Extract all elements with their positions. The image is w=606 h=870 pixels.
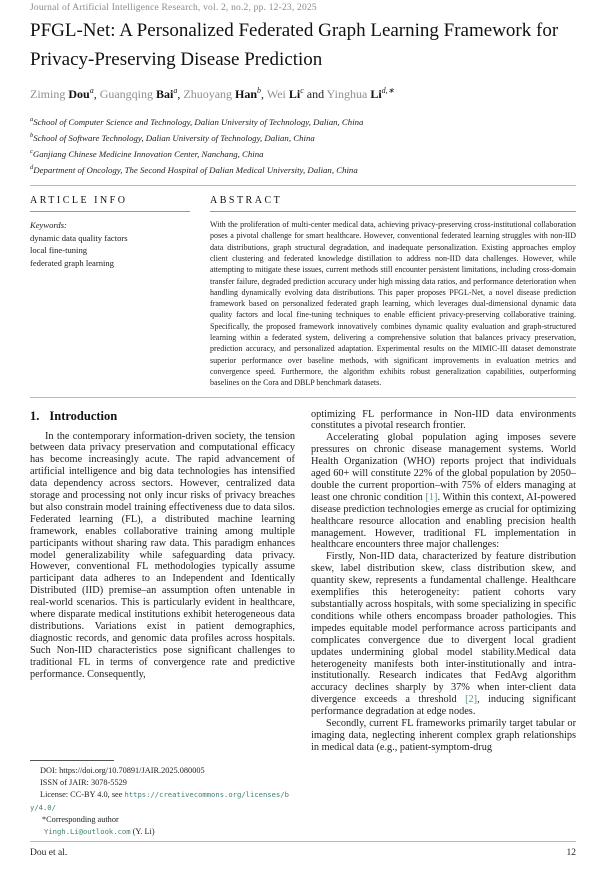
body-paragraph bbox=[311, 551, 576, 718]
author-separator: , bbox=[93, 86, 100, 101]
paper-title: PFGL-Net: A Personalized Federated Graph Learning Framework for Privacy-Preserving Disease Prediction bbox=[30, 20, 559, 71]
footer-authors: Dou et al. bbox=[30, 848, 68, 858]
affiliation-mark: a bbox=[30, 115, 34, 123]
article-info-column bbox=[30, 195, 190, 388]
author-first-name: Wei bbox=[266, 86, 289, 101]
affiliation-text: School of Computer Science and Technology, Dalian University of Technology, Dalian, China bbox=[33, 116, 364, 127]
affiliation-mark: d bbox=[30, 164, 34, 172]
license-link[interactable]: https://creativecommons.org/licenses/by/4.0/ bbox=[30, 790, 289, 812]
info-abstract-section bbox=[30, 195, 576, 388]
affiliation bbox=[30, 162, 576, 178]
author-separator: , bbox=[177, 86, 184, 101]
author bbox=[30, 87, 100, 101]
keyword-item: federated graph learning bbox=[30, 257, 114, 268]
footnote-divider bbox=[30, 760, 114, 761]
author-affiliation-mark: b bbox=[257, 85, 262, 95]
author-first-name: Ziming bbox=[30, 86, 69, 101]
author-last-name: Li bbox=[288, 86, 301, 101]
page-footer bbox=[30, 841, 576, 858]
footnote-license bbox=[30, 789, 295, 814]
author-separator: and bbox=[303, 86, 327, 101]
body-paragraph bbox=[311, 432, 576, 551]
affiliation-text: School of Software Technology, Dalian University of Technology, Dalian, China bbox=[33, 132, 315, 143]
keyword-item: dynamic data quality factors bbox=[30, 232, 128, 243]
article-info-heading: ARTICLE INFO bbox=[30, 195, 128, 207]
authors-line bbox=[30, 86, 576, 102]
keyword-item: local fine-tuning bbox=[30, 245, 88, 256]
author-first-name: Yinghua bbox=[326, 86, 371, 101]
affiliation-mark: b bbox=[30, 131, 34, 139]
email-owner: (Y. Li) bbox=[130, 827, 155, 837]
email-link[interactable]: Yingh.Li@outlook.com bbox=[44, 827, 131, 837]
citation-1[interactable]: [1] bbox=[425, 491, 438, 503]
author bbox=[183, 87, 266, 101]
paragraph-text: , inducing significant performance degradation at edge nodes. bbox=[311, 694, 576, 718]
author-last-name: Han bbox=[235, 86, 258, 101]
divider bbox=[30, 185, 576, 186]
affiliation-text: Ganjiang Chinese Medicine Innovation Center, Nanchang, China bbox=[32, 148, 264, 159]
body-columns bbox=[30, 409, 576, 841]
section-title: Introduction bbox=[49, 408, 118, 423]
paragraph-text: Firstly, Non-IID data, characterized by feature distribution skew, label distribution skew, class distribution skew, and quantity skew, represents a fundamental challenge. Healthcare exemplifies this heterogeneity: patient cohorts vary substantially across hospitals, with some specializing in specific conditions while others encompass broader pathologies. This impedes equitable model performance across participants and complicates convergence due to divergent local gradient updates undermining global model stability.Medical data heterogeneity manifests both inter-institutionally and intra-institutionally. Research indicates that FedAvg algorithm accuracy declines sharply by 37% when inter-client data divergence exceeds a threshold bbox=[311, 551, 576, 706]
author-affiliation-mark: c bbox=[300, 85, 304, 95]
abstract-heading: ABSTRACT bbox=[210, 195, 283, 207]
author-first-name: Zhuoyang bbox=[183, 86, 236, 101]
abstract-text: With the proliferation of multi-center medical data, achieving privacy-preserving cross-institutional collaboration poses a pivotal challenge for smart healthcare. However, conventional federated learning struggles with non-IID data distributions, graph structural degradation, and inadequate personalization. Existing approaches employ client clustering and federated knowledge distillation to address non-IID data challenges. However, while attempting to mitigate these issues, current methods still encounter persistent limitations, including cross-domain transfer failure, degraded prediction accuracy under high missing data ratios, and performance deterioration when handling dynamically evolving data distributions. This paper proposes PFGL-Net, a novel disease prediction framework based on personalized federated graph learning, which leverages dual-dimensional dynamic data quality factors and local fine-tuning techniques to enable efficient privacy-preserving collaborative training. Specifically, the proposed framework innovatively combines dynamic quality evaluation and graph-structured learning within a federated system, delivering a comprehensive solution that balances privacy preservation, prediction accuracy, and personalized adaptation. Experimental results on the MIMIC-III dataset demonstrate superior performance over baseline methods, with significant improvements in evaluation metrics and convergence speed. Furthermore, the algorithm exhibits robust generalization capabilities, outperforming baselines on the Cora and DBLP benchmark datasets. bbox=[210, 220, 576, 388]
body-paragraph: optimizing FL performance in Non-IID data environments constitutes a pivotal research frontier. bbox=[311, 408, 576, 432]
journal-header: Journal of Artificial Intelligence Research, vol. 2, no.2, pp. 12-23, 2025 bbox=[30, 3, 317, 13]
author-last-name: Li bbox=[370, 86, 382, 101]
keywords-label: Keywords: bbox=[30, 220, 67, 231]
divider bbox=[30, 841, 576, 842]
affiliation-mark: c bbox=[30, 147, 33, 155]
author-separator: , bbox=[261, 86, 267, 101]
author-affiliation-mark: d,∗ bbox=[381, 85, 395, 95]
footnote-issn: ISSN of JAIR: 3078-5529 bbox=[40, 778, 127, 788]
affiliations-block bbox=[30, 114, 576, 178]
paragraph-text: . Within this context, AI-powered disease prediction technologies emerge as crucial for optimizing healthcare resource allocation and enabling precision health management. However, traditional FL implementation in healthcare encounters three major challenges: bbox=[311, 491, 576, 551]
divider bbox=[210, 211, 576, 212]
page-number: 12 bbox=[566, 848, 576, 858]
author bbox=[100, 87, 184, 101]
corresponding-email-line bbox=[30, 826, 295, 838]
paragraph-text: Accelerating global population aging imposes severe pressures on chronic disease management systems. World Health Organization (WHO) reports project that individuals aged 60+ will constitute 22% of the global population by 2050–double the current proportion–with 75% of elders managing at least one chronic condition bbox=[311, 432, 576, 503]
left-column bbox=[30, 409, 295, 841]
right-column bbox=[311, 409, 576, 841]
author-last-name: Dou bbox=[68, 86, 90, 101]
affiliation bbox=[30, 114, 576, 130]
divider bbox=[30, 211, 190, 212]
body-paragraph: Secondly, current FL frameworks primarily target tabular or imaging data, neglecting inherent complex graph relationships in medical data (e.g., patient-symptom-drug bbox=[311, 718, 576, 753]
divider bbox=[30, 397, 576, 398]
license-label: License: CC-BY 4.0, see bbox=[40, 790, 125, 800]
author bbox=[267, 87, 327, 101]
affiliation bbox=[30, 146, 576, 162]
section-heading-introduction bbox=[30, 409, 295, 424]
affiliation bbox=[30, 130, 576, 146]
affiliation-text: Department of Oncology, The Second Hospital of Dalian Medical University, Dalian, China bbox=[33, 164, 358, 175]
abstract-column bbox=[210, 195, 576, 388]
citation-2[interactable]: [2] bbox=[465, 694, 478, 706]
author-affiliation-mark: a bbox=[89, 85, 94, 95]
intro-paragraph: In the contemporary information-driven society, the tension between data privacy preservation and computational efficacy has become increasingly acute. The rapid advancement of artificial intelligence and big data technologies has intensified data dependency across sectors. However, centralized data storage and processing not only incur risks of privacy breaches but also constrain model training effectiveness due to data silos. Federated learning (FL), a distributed machine learning framework, enables collaborative training among multiple participants without sharing raw data. This paradigm enhances model generalizability while safeguarding data privacy. However, conventional FL methodologies typically assume participant data adheres to an Independent and Identically Distributed (IID) premise–an assumption often untenable in real-world scenarios. This is particularly evident in healthcare, where disparate medical institutions exhibit heterogeneous data distributions. Variations exist in patient demographics, diagnostic records, and genomic data profiles across hospitals. Such Non-IID characteristics pose significant challenges to traditional FL in terms of convergence rate and predictive performance. Consequently, bbox=[30, 430, 295, 680]
corresponding-author-note: *Corresponding author bbox=[42, 814, 119, 824]
author-affiliation-mark: a bbox=[173, 85, 178, 95]
author bbox=[327, 87, 395, 101]
author-first-name: Guangqing bbox=[99, 86, 157, 101]
author-last-name: Bai bbox=[156, 86, 174, 101]
footnote-doi: DOI: https://doi.org/10.70891/JAIR.2025.080005 bbox=[40, 765, 205, 775]
footnote-block bbox=[30, 760, 295, 841]
section-number: 1. bbox=[30, 408, 40, 423]
